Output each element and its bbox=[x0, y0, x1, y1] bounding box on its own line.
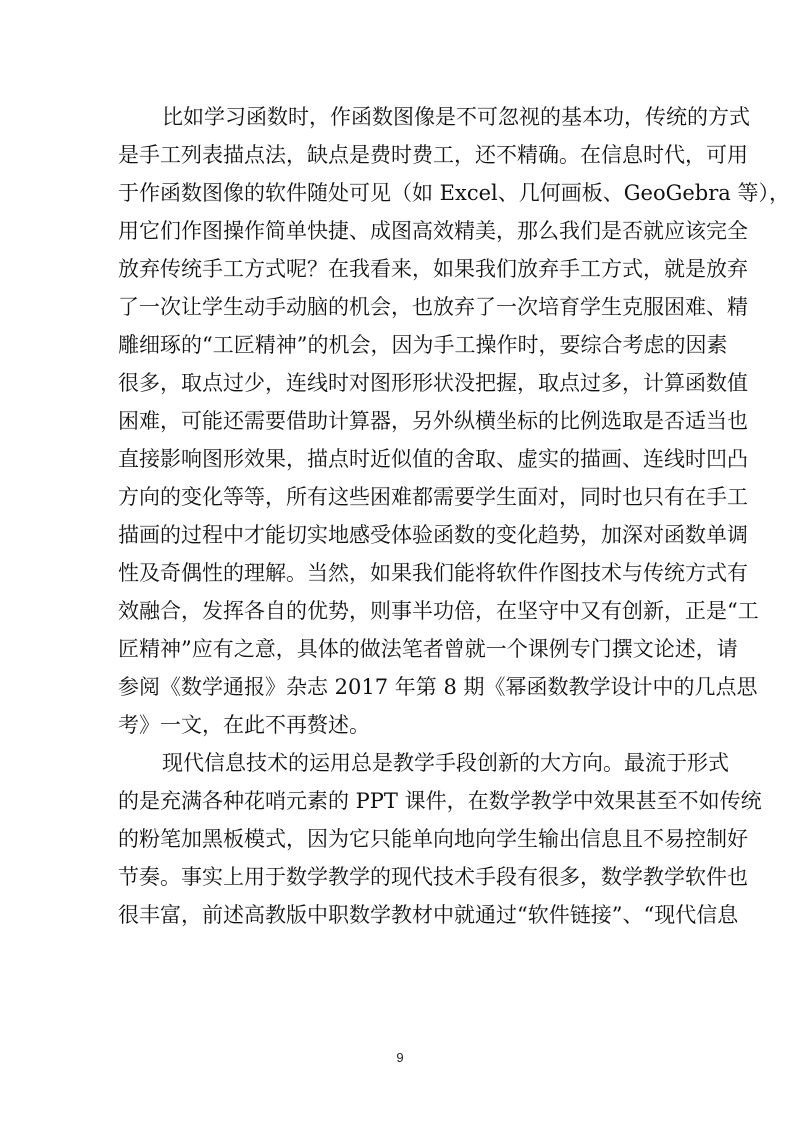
text-line: 困难，可能还需要借助计算器，另外纵横坐标的比例选取是否适当也 bbox=[118, 409, 748, 433]
text-line: 效融合，发挥各自的优势，则事半功倍，在坚守中又有创新，正是“工 bbox=[118, 599, 759, 623]
text-line: 性及奇偶性的理解。当然，如果我们能将软件作图技术与传统方式有 bbox=[118, 561, 748, 585]
text-line: 比如学习函数时，作函数图像是不可忽视的基本功，传统的方式 bbox=[162, 105, 750, 129]
text-line: 的是充满各种花哨元素的 PPT 课件，在数学教学中效果甚至不如传统 bbox=[118, 789, 762, 813]
text-line: 很多，取点过少，连线时对图形形状没把握，取点过多，计算函数值 bbox=[118, 371, 748, 395]
body-text bbox=[118, 98, 790, 934]
text-line: 是手工列表描点法，缺点是费时费工，还不精确。在信息时代，可用 bbox=[118, 143, 748, 167]
page-number: 9 bbox=[396, 1050, 404, 1065]
paragraph-1 bbox=[118, 98, 790, 744]
text-line: 参阅《数学通报》杂志 2017 年第 8 期《幂函数教学设计中的几点思 bbox=[118, 675, 758, 699]
text-line: 匠精神”应有之意，具体的做法笔者曾就一个课例专门撰文论述，请 bbox=[118, 637, 738, 661]
text-line: 方向的变化等等，所有这些困难都需要学生面对，同时也只有在手工 bbox=[118, 485, 748, 509]
text-line: 描画的过程中才能切实地感受体验函数的变化趋势，加深对函数单调 bbox=[118, 523, 748, 547]
text-line: 的粉笔加黑板模式，因为它只能单向地向学生输出信息且不易控制好 bbox=[118, 827, 748, 851]
paragraph-2 bbox=[118, 744, 762, 934]
text-line: 考》一文，在此不再赘述。 bbox=[118, 713, 370, 737]
text-line: 于作函数图像的软件随处可见（如 Excel、几何画板、GeoGebra 等）， bbox=[118, 181, 790, 205]
text-line: 了一次让学生动手动脑的机会，也放弃了一次培育学生克服困难、精 bbox=[118, 295, 748, 319]
text-line: 很丰富，前述高教版中职数学教材中就通过“软件链接”、“现代信息 bbox=[118, 903, 739, 927]
text-line: 用它们作图操作简单快捷、成图高效精美，那么我们是否就应该完全 bbox=[118, 219, 748, 243]
text-line: 雕细琢的“工匠精神”的机会，因为手工操作时，要综合考虑的因素 bbox=[118, 333, 728, 357]
text-line: 放弃传统手工方式呢？在我看来，如果我们放弃手工方式，就是放弃 bbox=[118, 257, 748, 281]
text-line: 直接影响图形效果，描点时近似值的舍取、虚实的描画、连线时凹凸 bbox=[118, 447, 748, 471]
text-line: 现代信息技术的运用总是教学手段创新的大方向。最流于形式 bbox=[162, 751, 729, 775]
text-line: 节奏。事实上用于数学教学的现代技术手段有很多，数学教学软件也 bbox=[118, 865, 748, 889]
